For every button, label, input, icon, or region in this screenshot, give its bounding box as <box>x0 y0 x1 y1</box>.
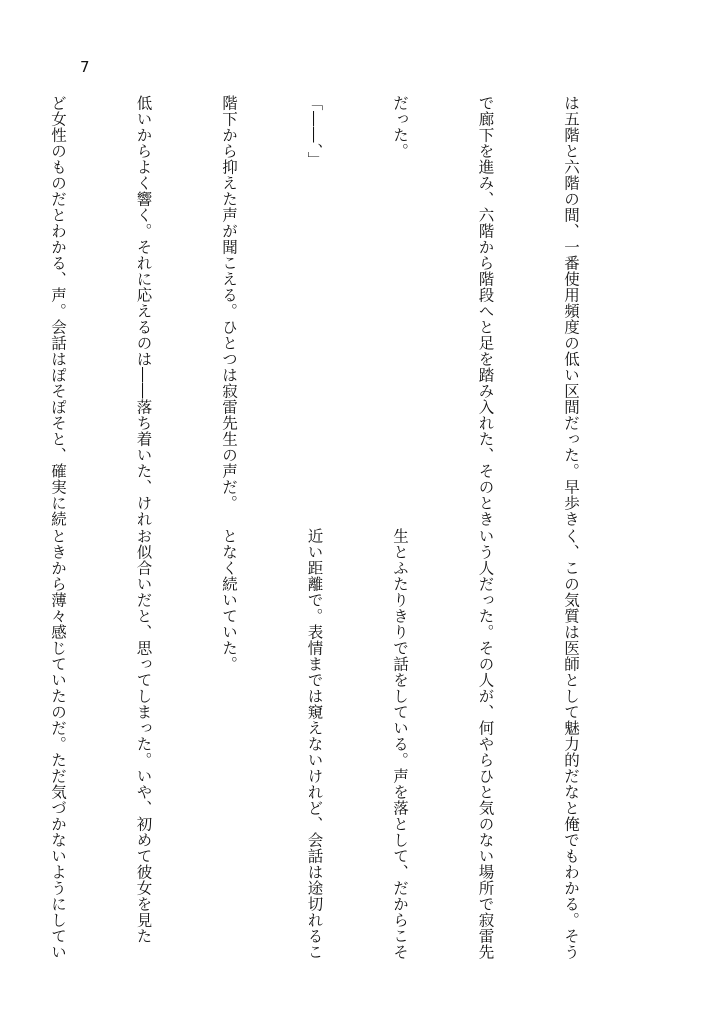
text-line: 低いからよく響く。それに応えるのは――落ち着いた、けれ <box>134 95 153 527</box>
text-line: お似合いだと、思ってしまった。いや、初めて彼女を見た <box>134 528 153 944</box>
lower-text-block <box>49 528 642 960</box>
text-line: ときから薄々感じていたのだ。ただ気づかないようにしてい <box>49 528 67 960</box>
text-line: 階下から抑えた声が聞こえる。ひとつは寂雷先生の声だ。 <box>220 95 238 511</box>
text-line: く、この気質は医師として魅力的だなと俺でもわかる。そう <box>562 528 580 960</box>
text-line: いう人だった。その人が、何やらひと気のない場所で寂雷先 <box>476 528 495 960</box>
text-line: 「――、」 <box>305 95 324 168</box>
text-line: 近い距離で。表情までは窺えないけれど、会話は途切れるこ <box>305 528 324 960</box>
text-line: は五階と六階の間、一番使用頻度の低い区間だった。早歩き <box>562 95 580 527</box>
text-line: となく続いていた。 <box>220 528 238 672</box>
page-number: 7 <box>80 58 90 76</box>
text-line: 生とふたりきりで話をしている。声を落として、だからこそ <box>391 528 409 960</box>
upper-text-block <box>49 95 642 527</box>
text-line: だった。 <box>391 95 409 159</box>
text-line: で廊下を進み、六階から階段へと足を踏み入れた、そのとき <box>476 95 495 527</box>
text-line: ど女性のものだとわかる、声。会話はぽそぽそと、確実に続 <box>49 95 67 527</box>
